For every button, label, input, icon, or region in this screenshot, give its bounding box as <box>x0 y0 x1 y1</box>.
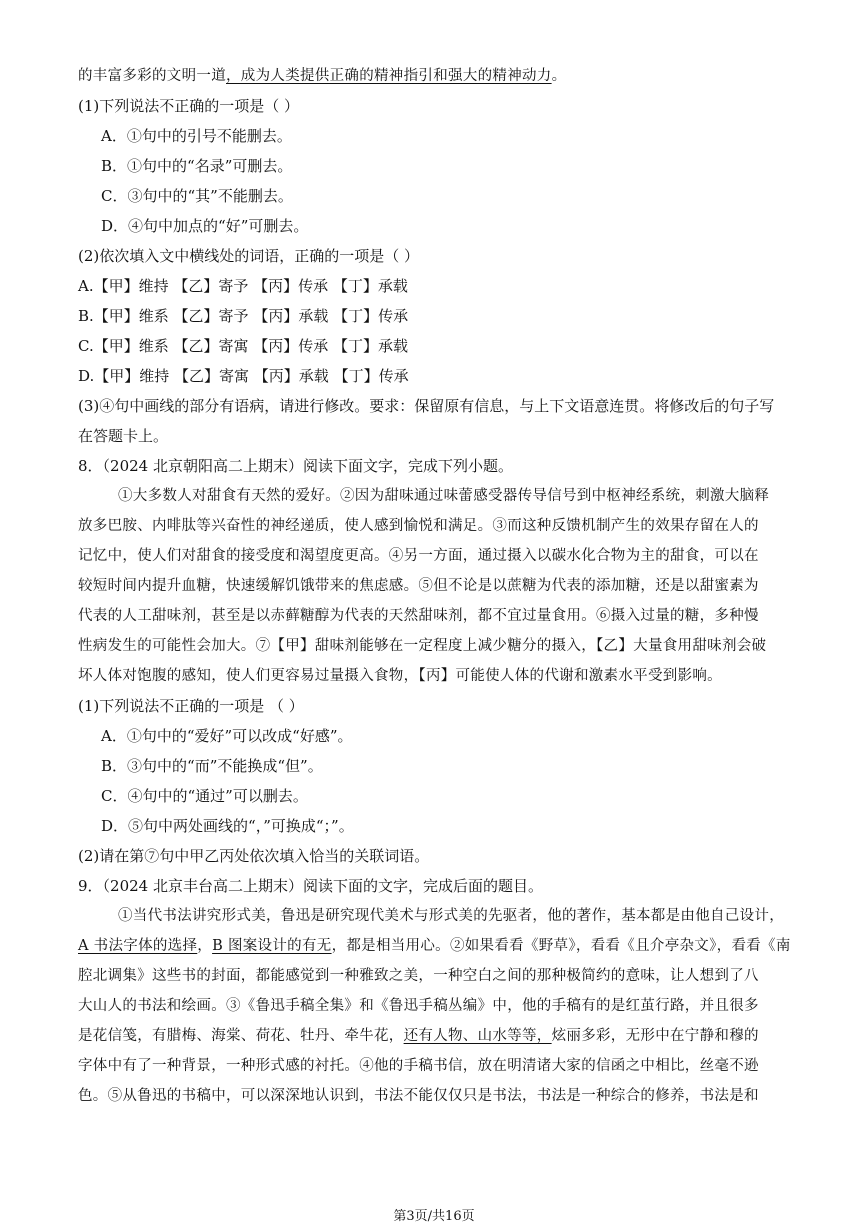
question-stem: (1)下列说法不正确的一项是（ ） <box>78 97 300 115</box>
question-stem: (2)请在第⑦句中甲乙丙处依次填入恰当的关联词语。 <box>78 847 430 865</box>
passage-line: 代表的人工甜味剂，甚至是以赤藓糖醇为代表的天然甜味剂，都不宜过量食用。⑥摄入过量的糖，多种慢 <box>78 608 759 624</box>
underlined-phrase: 还有人物、山水等等， <box>403 1028 552 1044</box>
option: A.【甲】维持 【乙】寄予 【丙】传承 【丁】承载 <box>78 277 408 295</box>
underlined-phrase-b: B 图案设计的有无 <box>212 938 332 954</box>
question-heading: 8．（2024 北京朝阳高二上期末）阅读下面文字，完成下列小题。 <box>78 457 513 475</box>
question-stem: (1)下列说法不正确的一项是 （ ） <box>78 697 304 715</box>
passage-line: ①当代书法讲究形式美，鲁迅是研究现代美术与形式美的先驱者，他的著作，基本都是由他自己设计， <box>118 908 784 924</box>
text-fragment: 。 <box>551 68 567 84</box>
option: B.【甲】维系 【乙】寄予 【丙】承载 【丁】传承 <box>78 307 409 325</box>
text-fragment: 的丰富多彩的文明一道 <box>78 68 226 84</box>
option: A．①句中的“爱好”可以改成“好感”。 <box>101 727 353 745</box>
option: B．①句中的“名录”可删去。 <box>101 157 293 175</box>
passage-line: ①大多数人对甜食有天然的爱好。②因为甜味通过味蕾感受器传导信号到中枢神经系统，刺激大脑释 <box>118 488 770 504</box>
option: C.【甲】维系 【乙】寄寓 【丙】传承 【丁】承载 <box>78 337 409 355</box>
text-fragment: 炫丽多彩，无形中在宁静和穆的 <box>551 1028 759 1044</box>
question-heading: 9．（2024 北京丰台高二上期末）阅读下面的文字，完成后面的题目。 <box>78 877 543 895</box>
option: A．①句中的引号不能删去。 <box>101 127 292 145</box>
passage-line: 性病发生的可能性会加大。⑦【甲】甜味剂能够在一定程度上减少糖分的摄入，【乙】大量食用甜味剂会破 <box>78 638 767 654</box>
text-fragment: ， <box>197 938 213 954</box>
passage-line: 大山人的书法和绘画。③《鲁迅手稿全集》和《鲁迅手稿丛编》中，他的手稿有的是红茧行路，并且很多 <box>78 998 759 1014</box>
text-fragment: ，都是相当用心。②如果看看《野草》，看看《且介亭杂文》，看看《南 <box>331 938 791 954</box>
passage-line: 腔北调集》这些书的封面，都能感觉到一种雅致之美，一种空白之间的那种极简约的意味，让人想到了八 <box>78 968 759 984</box>
option: D.【甲】维持 【乙】寄寓 【丙】承载 【丁】传承 <box>78 367 409 385</box>
text-fragment: 是花信笺，有腊梅、海棠、荷花、牡丹、牵牛花， <box>78 1028 404 1044</box>
option: B．③句中的“而”不能换成“但”。 <box>101 757 323 775</box>
page-number: 第3页/共16页 <box>393 1209 475 1224</box>
underlined-phrase-a: A 书法字体的选择 <box>78 938 198 954</box>
passage-line: 放多巴胺、内啡肽等兴奋性的神经递质，使人感到愉悦和满足。③而这种反馈机制产生的效果存留在人的 <box>78 518 759 534</box>
option: D．⑤句中两处画线的“，”可换成“；”。 <box>101 817 354 835</box>
passage-line: 色。⑤从鲁迅的书稿中，可以深深地认识到，书法不能仅仅只是书法，书法是一种综合的修养，书法是和 <box>78 1088 759 1104</box>
passage-line: 记忆中，使人们对甜食的接受度和渴望度更高。④另一方面，通过摄入以碳水化合物为主的甜食，可以在 <box>78 548 759 564</box>
option: C．③句中的“其”不能删去。 <box>101 187 293 205</box>
option: D．④句中加点的“好”可删去。 <box>101 217 309 235</box>
passage-line: 坏人体对饱腹的感知，使人们更容易过量摄入食物，【丙】可能使人体的代谢和激素水平受到影响。 <box>78 668 722 684</box>
passage-line <box>78 936 791 956</box>
passage-line: 字体中有了一种背景，一种形式感的衬托。④他的手稿书信，放在明清诸大家的信函之中相比，丝毫不逊 <box>78 1058 759 1074</box>
passage-line <box>78 1026 759 1046</box>
continuation-line <box>78 66 566 86</box>
question-stem-continued: 在答题卡上。 <box>78 427 169 445</box>
passage-line: 较短时间内提升血糖，快速缓解饥饿带来的焦虑感。⑤但不论是以蔗糖为代表的添加糖，还是以甜蜜素为 <box>78 578 759 594</box>
underlined-sentence: ，成为人类提供正确的精神指引和强大的精神动力 <box>226 68 552 84</box>
option: C．④句中的“通过”可以删去。 <box>101 787 308 805</box>
question-stem: (2)依次填入文中横线处的词语，正确的一项是（ ） <box>78 247 420 265</box>
question-stem: (3)④句中画线的部分有语病，请进行修改。要求：保留原有信息，与上下文语意连贯。将修改后的句子写 <box>78 397 775 415</box>
